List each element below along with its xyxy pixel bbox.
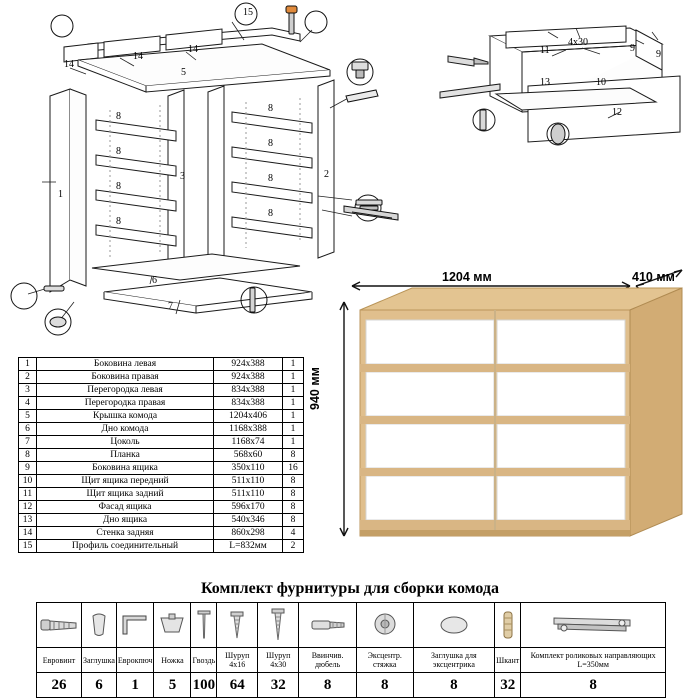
- part-qty: 1: [283, 384, 304, 397]
- part-name: Перегородка левая: [37, 384, 214, 397]
- hardware-cell-wood-dowel: [495, 603, 521, 648]
- hardware-cell-screw: [37, 603, 82, 648]
- part-qty: 16: [283, 462, 304, 475]
- dimension-height: 940 мм: [308, 367, 322, 410]
- part-name: Перегородка правая: [37, 397, 214, 410]
- part-number: 7: [19, 436, 37, 449]
- part-size: 860х298: [214, 527, 283, 540]
- hardware-name-10: Шкант: [495, 648, 521, 673]
- callout-8-8: 8: [268, 208, 273, 219]
- hardware-names-row: [37, 648, 666, 673]
- part-number: 15: [19, 540, 37, 553]
- hardware-cell-screw-4x30: [258, 603, 299, 648]
- hardware-qty-6: 32: [258, 673, 299, 698]
- wood-dowel-icon: [500, 609, 516, 641]
- part-name: Щит ящика передний: [37, 475, 214, 488]
- table-row: [19, 514, 304, 527]
- part-qty: 1: [283, 371, 304, 384]
- hardware-cell-cam-cap: [413, 603, 495, 648]
- hardware-name-6: Шуруп 4х30: [258, 648, 299, 673]
- hardware-icons-row: [37, 603, 666, 648]
- part-name: Цоколь: [37, 436, 214, 449]
- hardware-name-2: Еврокпюч: [116, 648, 154, 673]
- hardware-cell-slide-rail: [521, 603, 666, 648]
- hardware-cell-allen-key: [116, 603, 154, 648]
- part-number: 8: [19, 449, 37, 462]
- part-name: Щит ящика задний: [37, 488, 214, 501]
- allen-key-icon: [118, 610, 152, 640]
- dimension-depth: 410 мм: [632, 270, 675, 284]
- hardware-cell-cam-lock: [356, 603, 413, 648]
- part-number: 4: [19, 397, 37, 410]
- table-row: [19, 449, 304, 462]
- hardware-qty-row: [37, 673, 666, 698]
- part-name: Дно ящика: [37, 514, 214, 527]
- hardware-cell-nail: [191, 603, 217, 648]
- part-qty: 1: [283, 410, 304, 423]
- part-number: 9: [19, 462, 37, 475]
- drawer-callout-12: 12: [612, 107, 622, 118]
- part-size: 596х170: [214, 501, 283, 514]
- part-number: 6: [19, 423, 37, 436]
- parts-table: [18, 357, 304, 553]
- part-size: 1168х74: [214, 436, 283, 449]
- part-qty: 8: [283, 475, 304, 488]
- part-size: 511х110: [214, 475, 283, 488]
- hardware-name-1: Заглушка: [82, 648, 117, 673]
- hardware-name-11: Комплект роликовых направляющих L=350мм: [521, 648, 666, 673]
- hardware-kit-table: [36, 602, 666, 698]
- hardware-qty-3: 5: [154, 673, 191, 698]
- part-size: L=832мм: [214, 540, 283, 553]
- hardware-qty-4: 100: [191, 673, 217, 698]
- part-number: 13: [19, 514, 37, 527]
- table-row: [19, 397, 304, 410]
- part-size: 834х388: [214, 384, 283, 397]
- product-photo-with-dimensions: [308, 262, 690, 572]
- callout-8-7: 8: [268, 173, 273, 184]
- hardware-name-7: Ввинчив. дюбель: [299, 648, 357, 673]
- leg-icon: [155, 610, 189, 640]
- part-name: Профиль соединительный: [37, 540, 214, 553]
- callout-5: 5: [181, 67, 186, 78]
- callout-15: 15: [243, 7, 253, 18]
- table-row: [19, 423, 304, 436]
- part-qty: 8: [283, 501, 304, 514]
- part-size: 540х346: [214, 514, 283, 527]
- table-row: [19, 410, 304, 423]
- part-qty: 1: [283, 358, 304, 371]
- hardware-qty-2: 1: [116, 673, 154, 698]
- table-row: [19, 475, 304, 488]
- screw-4x30-icon: [269, 606, 287, 644]
- part-qty: 4: [283, 527, 304, 540]
- callout-8-2: 8: [116, 146, 121, 157]
- callout-7: 7: [168, 301, 173, 312]
- hardware-kit-title: Комплект фурнитуры для сборки комода: [201, 580, 499, 597]
- hardware-cell-leg: [154, 603, 191, 648]
- table-row: [19, 488, 304, 501]
- part-qty: 1: [283, 436, 304, 449]
- part-number: 5: [19, 410, 37, 423]
- hardware-name-8: Эксцентр. стяжка: [356, 648, 413, 673]
- part-number: 11: [19, 488, 37, 501]
- callout-8-3: 8: [116, 181, 121, 192]
- part-name: Фасад ящика: [37, 501, 214, 514]
- part-qty: 8: [283, 449, 304, 462]
- dowel-icon: [308, 612, 348, 638]
- table-row: [19, 501, 304, 514]
- part-size: 924х388: [214, 371, 283, 384]
- part-qty: 8: [283, 514, 304, 527]
- part-size: 511х110: [214, 488, 283, 501]
- drawer-callout-9a: 9: [630, 43, 635, 54]
- part-name: Боковина ящика: [37, 462, 214, 475]
- part-size: 350х110: [214, 462, 283, 475]
- cam-cap-icon: [437, 612, 471, 638]
- hardware-qty-11: 8: [521, 673, 666, 698]
- part-qty: 1: [283, 423, 304, 436]
- drawer-callout-9b: 9: [656, 49, 661, 60]
- hardware-qty-7: 8: [299, 673, 357, 698]
- drawer-detail-diagram: [430, 0, 700, 160]
- callout-14-a: 14: [64, 59, 74, 70]
- table-row: [19, 540, 304, 553]
- table-row: [19, 371, 304, 384]
- part-number: 1: [19, 358, 37, 371]
- drawer-callout-13: 13: [540, 77, 550, 88]
- part-name: Дно комода: [37, 423, 214, 436]
- nail-icon: [196, 608, 212, 642]
- drawer-detail-svg: [430, 0, 700, 160]
- callout-8-6: 8: [268, 138, 273, 149]
- product-photo-svg: [330, 262, 690, 572]
- drawer-callout-4x30: 4х30: [568, 37, 588, 48]
- part-size: 1204х406: [214, 410, 283, 423]
- cap-icon: [84, 610, 114, 640]
- parts-table-body: [19, 358, 304, 553]
- callout-8-1: 8: [116, 111, 121, 122]
- screw-4x16-icon: [228, 608, 246, 642]
- part-size: 1168х388: [214, 423, 283, 436]
- part-number: 12: [19, 501, 37, 514]
- callout-8-5: 8: [268, 103, 273, 114]
- hardware-cell-dowel: [299, 603, 357, 648]
- hardware-qty-0: 26: [37, 673, 82, 698]
- part-name: Крышка комода: [37, 410, 214, 423]
- callout-14-b: 14: [133, 51, 143, 62]
- hardware-name-5: Шуруп 4х16: [217, 648, 258, 673]
- hardware-name-0: Евровинт: [37, 648, 82, 673]
- hardware-name-9: Заглушка для эксцентрика: [413, 648, 495, 673]
- table-row: [19, 436, 304, 449]
- callout-2: 2: [324, 169, 329, 180]
- cam-lock-icon: [369, 610, 401, 640]
- hardware-cell-cap: [82, 603, 117, 648]
- callout-1: 1: [58, 189, 63, 200]
- part-size: 834х388: [214, 397, 283, 410]
- callout-6: 6: [152, 275, 157, 286]
- hardware-qty-9: 8: [413, 673, 495, 698]
- part-name: Планка: [37, 449, 214, 462]
- slide-rail-icon: [550, 610, 636, 640]
- callout-8-4: 8: [116, 216, 121, 227]
- part-number: 14: [19, 527, 37, 540]
- hardware-qty-1: 6: [82, 673, 117, 698]
- part-number: 10: [19, 475, 37, 488]
- part-size: 924х388: [214, 358, 283, 371]
- callout-3: 3: [180, 171, 185, 182]
- hardware-qty-10: 32: [495, 673, 521, 698]
- table-row: [19, 384, 304, 397]
- part-name: Боковина левая: [37, 358, 214, 371]
- drawer-callout-10: 10: [596, 77, 606, 88]
- dimension-width: 1204 мм: [442, 270, 492, 284]
- hardware-cell-screw-4x16: [217, 603, 258, 648]
- hardware-name-4: Гвоздь: [191, 648, 217, 673]
- table-row: [19, 358, 304, 371]
- table-row: [19, 527, 304, 540]
- callout-14-c: 14: [188, 44, 198, 55]
- part-qty: 1: [283, 397, 304, 410]
- part-qty: 2: [283, 540, 304, 553]
- hardware-qty-5: 64: [217, 673, 258, 698]
- part-name: Стенка задняя: [37, 527, 214, 540]
- part-size: 568х60: [214, 449, 283, 462]
- table-row: [19, 462, 304, 475]
- hardware-name-3: Ножка: [154, 648, 191, 673]
- part-qty: 8: [283, 488, 304, 501]
- part-number: 3: [19, 384, 37, 397]
- screw-icon: [38, 610, 80, 640]
- drawer-callout-11: 11: [540, 45, 550, 56]
- hardware-qty-8: 8: [356, 673, 413, 698]
- part-name: Боковина правая: [37, 371, 214, 384]
- part-number: 2: [19, 371, 37, 384]
